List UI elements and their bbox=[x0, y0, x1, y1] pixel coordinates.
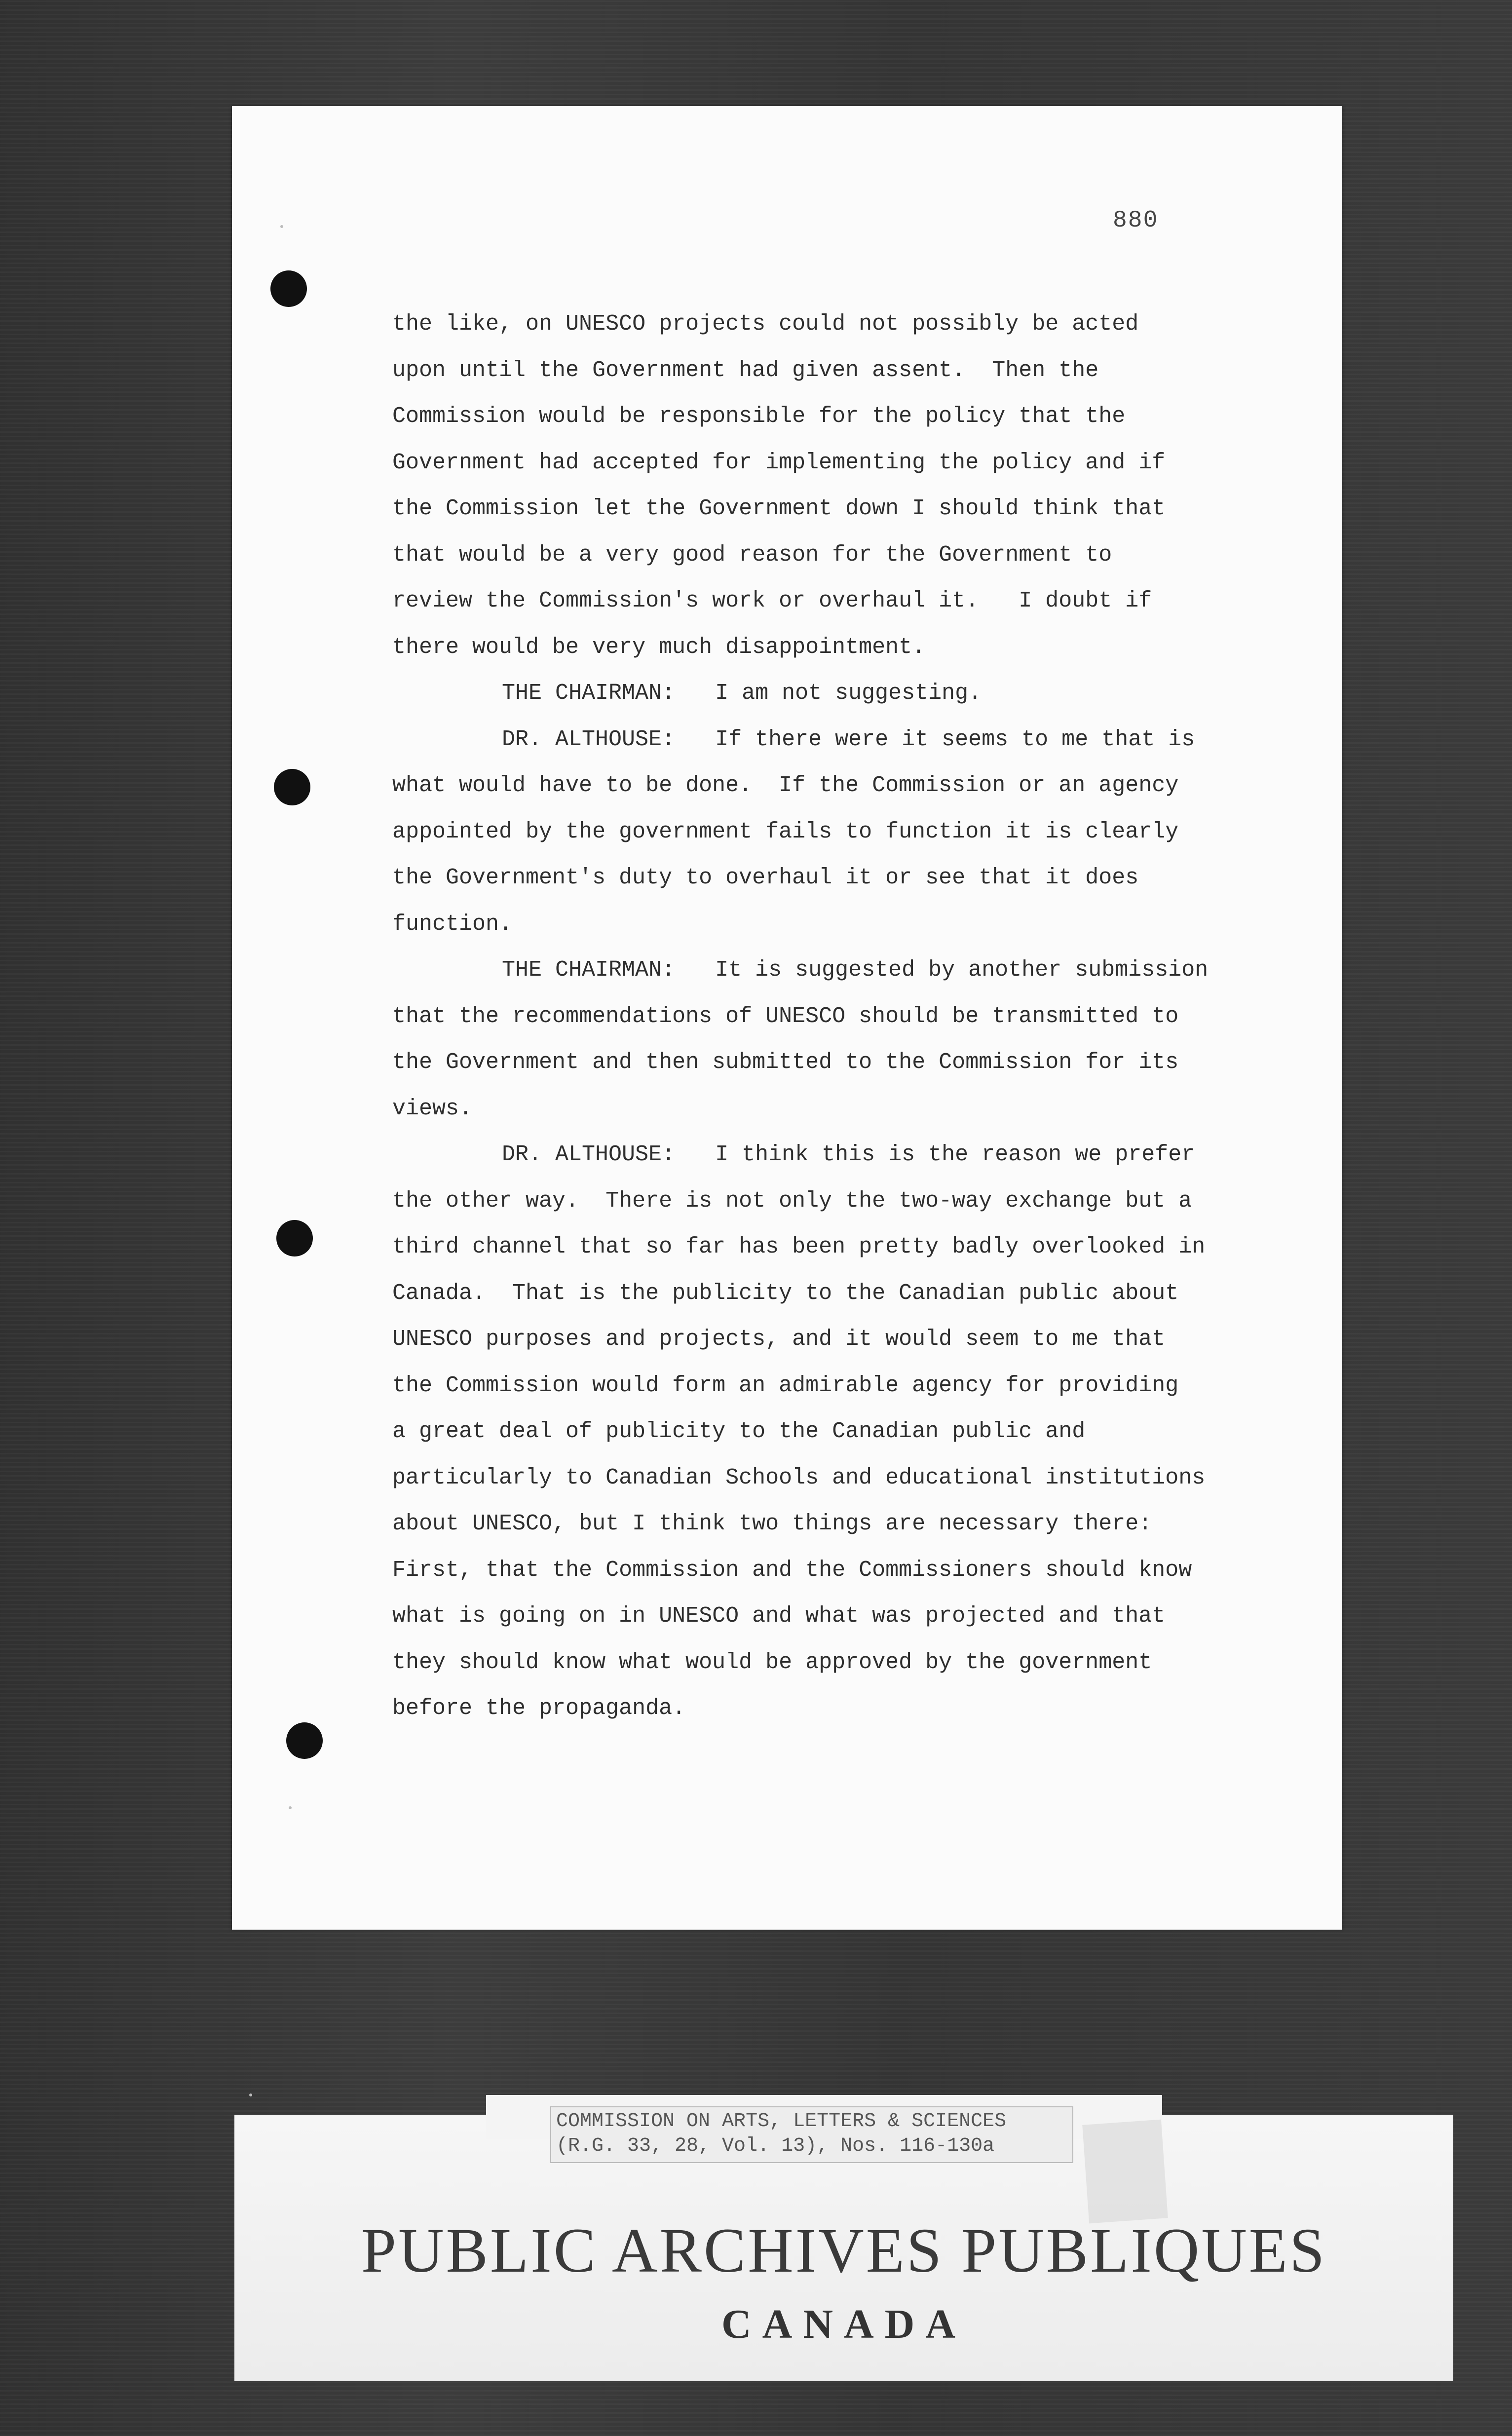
dust-speck bbox=[280, 225, 283, 228]
collection-label-line2: (R.G. 33, 28, Vol. 13), Nos. 116-130a bbox=[556, 2135, 995, 2157]
punch-hole bbox=[276, 1220, 313, 1256]
document-page bbox=[232, 106, 1342, 1930]
archive-subtitle: CANADA bbox=[721, 2301, 966, 2347]
dust-speck bbox=[249, 2093, 252, 2096]
punch-hole bbox=[274, 769, 310, 805]
page-number: 880 bbox=[1113, 207, 1159, 234]
dust-speck bbox=[289, 1806, 292, 1809]
paragraph-5: DR. ALTHOUSE: I think this is the reason we prefer the other way. There is not only the two-way exchange but a third channel that so far has been pretty badly overlooked in Canada. That is the publicity to the Canadian public about UNESCO purposes and projects, and it would seem to me that the Commission would form an admirable agency for providing a great deal of publicity to the Canadian public and particularly to Canadian Schools and educational institutions about UNESCO, but I think two things are necessary there: First, that the Commission and the Commissioners should know what is going on in UNESCO and what was projected and that they should know what would be approved by the government before the propaganda. bbox=[392, 1142, 1206, 1721]
collection-label-line1: COMMISSION ON ARTS, LETTERS & SCIENCES bbox=[556, 2110, 1007, 2132]
punch-hole bbox=[270, 270, 307, 307]
paragraph-4: THE CHAIRMAN: It is suggested by another submission that the recommendations of UNESCO should be transmitted to the Government and then submitted to the Commission for its views. bbox=[392, 957, 1209, 1121]
paragraph-1: the like, on UNESCO projects could not possibly be acted upon until the Government had given assent. Then the Commission would be responsible for the policy that the Government had accepted for implementing the policy and if the Commission let the Government down I should think that that would be a very good reason for the Government to review the Commission's work or overhaul it. I doubt if there would be very much disappointment. bbox=[392, 311, 1166, 660]
document-body bbox=[392, 301, 1290, 1732]
collection-label bbox=[550, 2106, 1073, 2163]
tape-piece bbox=[1082, 2120, 1168, 2224]
paragraph-2: THE CHAIRMAN: I am not suggesting. bbox=[502, 681, 982, 706]
paragraph-3: DR. ALTHOUSE: If there were it seems to me that is what would have to be done. If the Commission or an agency appointed by the government fails to function it is clearly the Government's duty to overhaul it or see that it does function. bbox=[392, 726, 1195, 937]
punch-hole bbox=[286, 1722, 323, 1759]
archive-title: PUBLIC ARCHIVES PUBLIQUES bbox=[361, 2215, 1327, 2285]
